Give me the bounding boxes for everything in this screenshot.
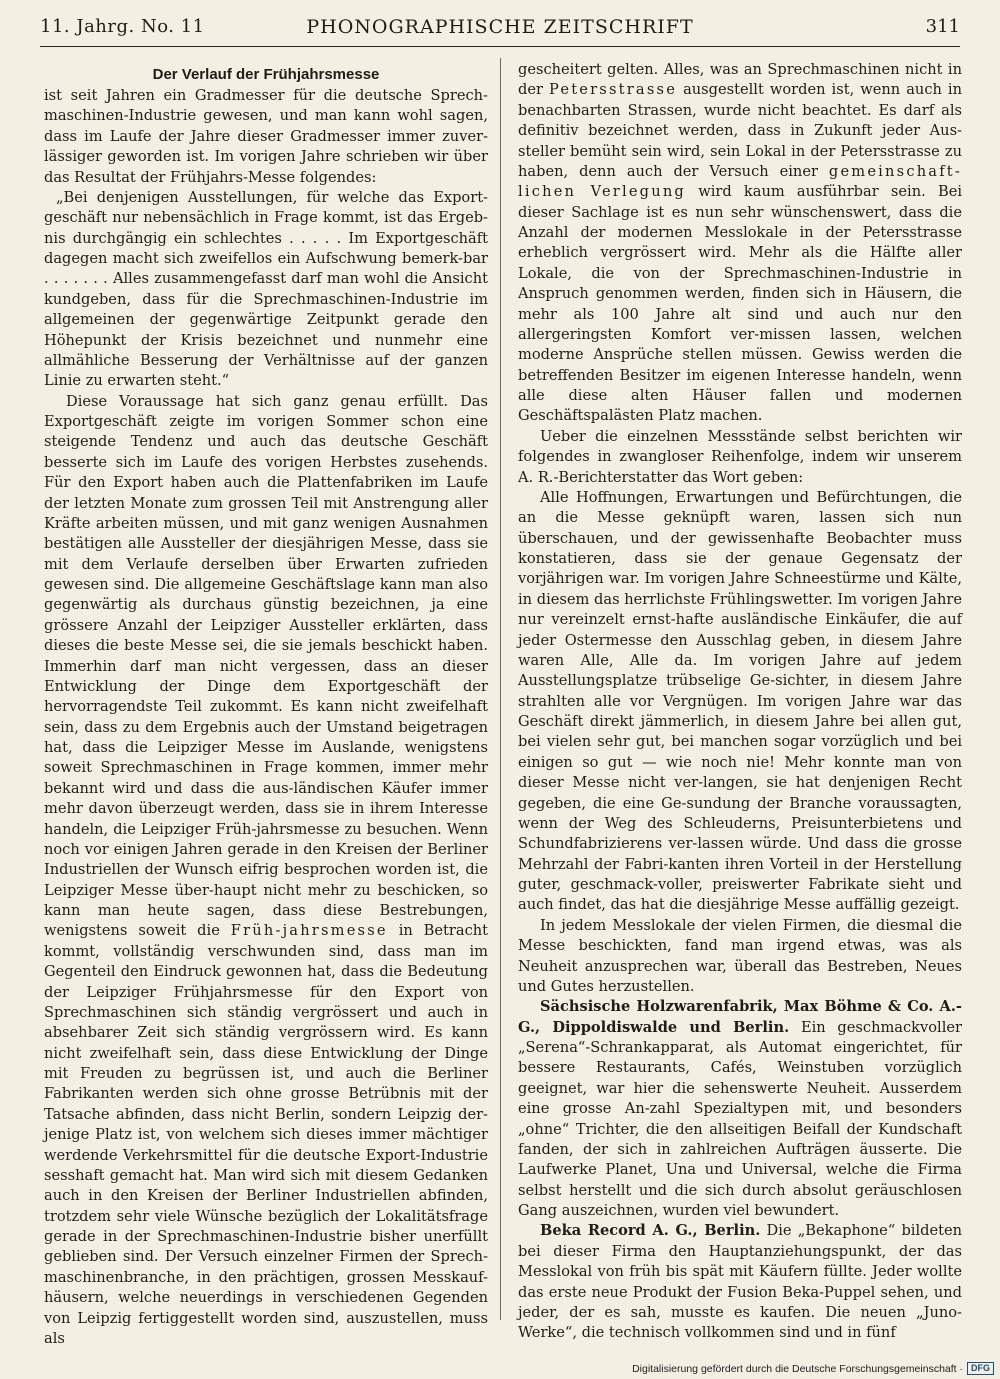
paragraph [44, 392, 488, 1350]
volume-number: 11. Jahrg. No. 11 [40, 16, 205, 37]
paragraph: ist seit Jahren ein Gradmesser für die deutsche Sprech-maschinen-Industrie gewesen, und man kann wohl sagen, dass im Laufe der Jahre dieser Gradmesser immer zuver-lässiger geworden ist. Im vorigen Jahre schrieben wir über das Resultat der Frühjahrs-Messe folgendes: [44, 87, 488, 186]
digitization-credit [632, 1362, 994, 1375]
paragraph: Alle Hoffnungen, Erwartungen und Befürchtungen, die an die Messe geknüpft waren, lassen sich nun überschauen, und der gewissenhafte Beobachter muss konstatieren, dass sie der genaue Gegensatz der vorjährigen war. Im vorigen Jahre Schneestürme und Kälte, in diesem das herrlichste Frühlingswetter. Im vorigen Jahre nur vereinzelt ernst-hafte ausländische Einkäufer, die auf jeder Ostermesse den Ausschlag geben, in diesem Jahre waren Alle, Alle da. Im vorigen Jahre auf jedem Ausstellungsplatze trübselige Ge-sichter, in diesem Jahre strahlten alle vor Vergnügen. Im vorigen Jahre war das Geschäft direkt jämmerlich, in diesem Jahre bei allen gut, bei vielen sehr gut, bei manchen sogar vorzüglich und bei einigen so gut — wie noch nie! Mehr konnte man von dieser Messe nicht ver-langen, sie hat denjenigen Recht gegeben, die eine Ge-sundung der Branche voraussagten, wenn der Weg des Schleuderns, Preisunterbietens und Schundfabrizierens ver-lassen würde. Und dass die grosse Mehrzahl der Fabri-kanten ihren Vorteil in der Herstellung guter, geschmack-voller, preiswerter Fabrikate sieht und auch findet, das hat die diesjährige Messe auffällig gezeigt. [518, 488, 962, 914]
paragraph-text: Die „Bekaphone“ bildeten bei dieser Firma den Hauptanziehungspunkt, der das Messlokal von früh bis spät mit Käufern füllte. Jeder wollte das erste neue Produkt der Fusion Beka-Puppel sehen, und jeder, der es sah, musste es kaufen. Die neuen „Juno-Werke“, die technisch vollkommen sind und in fünf [518, 1222, 962, 1342]
emphasis-text: Petersstrasse [549, 81, 678, 99]
credit-text: Digitalisierung gefördert durch die Deutsche Forschungsgemeinschaft · [632, 1362, 963, 1375]
left-column [44, 60, 488, 1349]
journal-title: PHONOGRAPHISCHE ZEITSCHRIFT [306, 16, 694, 38]
paragraph-text: Diese Voraussage hat sich ganz genau erfüllt. Das Exportgeschäft zeigte im vorigen Sommer schon eine steigende Tendenz und auch das deutsche Geschäft besserte sich im Laufe des vorigen Herbstes zusehends. Für den Export haben auch die Plattenfabriken im Laufe der letzten Monate zum grossen Teil mit Anstrengung aller Kräfte arbeiten müssen, und mit ganz wenigen Ausnahmen bestätigen alle Aussteller der diesjährigen Messe, dass sie mit dem Verlaufe derselben über Erwarten zufrieden gewesen sind. Die allgemeine Geschäftslage kann man also gegenwärtig als durchaus günstig bezeichnen, ja eine grössere Anzahl der Leipziger Aussteller erklärten, dass dieses die beste Messe sei, die sie jemals beschickt haben. Immerhin darf man nicht vergessen, dass an dieser Entwicklung der Dinge dem Exportgeschäft der hervorragendste Teil zukommt. Es kann nicht zweifelhaft sein, dass zu dem Ergebnis auch der Umstand beigetragen hat, dass die Leipziger Messe im Auslande, wenigstens soweit Sprechmaschinen in Frage kommen, immer mehr bekannt wird und dass die aus-ländischen Käufer immer mehr davon überzeugt werden, dass sie in ihrem Interesse handeln, die Leipziger Früh-jahrsmesse zu besuchen. Wenn noch vor einigen Jahren gerade in den Kreisen der Berliner Industriellen der Wunsch eifrig besprochen worden ist, die Leipziger Messe über-haupt nicht mehr zu beschicken, so kann man heute sagen, dass diese Bestrebungen, wenigstens soweit die [44, 392, 488, 940]
paragraph: In jedem Messlokale der vielen Firmen, die diesmal die Messe beschickten, fand man irgend etwas, was als Neuheit anzusprechen war, überall das Bestreben, Neues und Gutes herzustellen. [518, 916, 962, 995]
firm-name: Sächsische Holzwarenfabrik, Max Böhme & Co. A.-G., Dippoldiswalde und Berlin. [518, 998, 962, 1036]
column-divider [500, 58, 501, 1320]
paragraph-text: gescheitert gelten. Alles, was an Sprechmaschinen nicht in der [518, 61, 962, 99]
paragraph-text: Ein geschmackvoller „Serena“-Schrankapparat, als Automat eingerichtet, für bessere Restaurants, Cafés, Weinstuben vorzüglich geeignet, war hier die sehenswerte Neuheit. Ausserdem eine grosse An-zahl Spezialtypen mit, und besonders „ohne“ Trichter, die den allseitigen Beifall der Kundschaft fanden, der sich in zahlreichen Aufträgen äusserte. Die Laufwerke Planet, Una und Universal, welche die Firma selbst herstellt und die sich durch absolut geräuschlosen Gang auszeichnen, wurden viel bewundert. [518, 1018, 963, 1219]
paragraph [518, 997, 962, 1221]
paragraph-text: ausgestellt worden ist, wenn auch in benachbarten Strassen, wurde nicht beachtet. Es darf als definitiv bezeichnet werden, dass in Zukunft jeder Aus-steller bemüht sein wird, sein Lokal in der Petersstrasse zu haben, denn auch der Versuch einer [518, 81, 962, 180]
page-number: 311 [925, 16, 960, 37]
firm-name: Beka Record A. G., Berlin. [540, 1222, 761, 1240]
article-title: Der Verlauf der Frühjahrsmesse [152, 66, 380, 83]
paragraph-text: wird kaum ausführbar sein. Bei dieser Sachlage ist es nun sehr wünschenswert, dass die Anzahl der modernen Messlokale in der Petersstrasse erheblich vergrössert wird. Mehr als die Hälfte aller Lokale, die von der Sprechmaschinen-Industrie in Anspruch genommen werden, finden sich in Häusern, die mehr als 100 Jahre alt sind und auch nur den allergeringsten Komfort ver-missen lassen, welchen moderne Ansprüche stellen müssen. Gewiss werden die betreffenden Besitzer im eigenen Interesse handeln, wenn alle diese alten Häuser fallen und modernen Geschäftspalästen Platz machen. [518, 183, 962, 425]
paragraph [518, 60, 962, 427]
right-column [518, 60, 962, 1344]
paragraph-text: in Betracht kommt, vollständig verschwunden sind, dass man im Gegenteil den Eindruck gewonnen hat, dass die Bedeutung der Leipziger Frühjahrsmesse für den Export von Sprechmaschinen sich ständig vergrössert und auch in absehbarer Zeit sich ständig vergrössern wird. Es kann nicht zweifelhaft sein, dass diese Entwicklung der Dinge mit Freuden zu begrüssen ist, und auch die Berliner Fabrikanten werden sich ohne grosse Betrübnis mit der Tatsache abfinden, dass nicht Berlin, sondern Leipzig der-jenige Platz ist, von welchem sich dieses immer mächtiger werdende Verkehrsmittel für die deutsche Export-Industrie sesshaft gemacht hat. Man wird sich mit diesem Gedanken auch in den Kreisen der Berliner Industriellen abfinden, trotzdem sehr viele Wünsche bezüglich der Lokalitätsfrage gerade in der Sprechmaschinen-Industrie bisher unerfüllt geblieben sind. Der Versuch einzelner Firmen der Sprech-maschinenbranche, in den prächtigen, grossen Messkauf-häusern, welche neuerdings in verschiedenen Gegenden von Leipzig fertiggestellt worden sind, auszustellen, muss als [44, 922, 489, 1347]
emphasis-text: Früh-jahrsmesse [230, 922, 388, 940]
dfg-logo: DFG [967, 1362, 994, 1375]
paragraph: Ueber die einzelnen Messstände selbst berichten wir folgendes in zwangloser Reihenfolge, indem wir unserem A. R.-Berichterstatter das Wort geben: [518, 427, 962, 486]
quotation: „Bei denjenigen Ausstellungen, für welche das Export-geschäft nur nebensächlich in Frage kommt, ist das Ergeb-nis durchgängig ein schlechtes . . . . . Im Exportgeschäft dagegen macht sich zweifellos ein Aufschwung bemerk-bar . . . . . . . Alles zusammengefasst darf man wohl die Ansicht kundgeben, dass für die Sprechmaschinen-Industrie im allgemeinen der gegenwärtige Zeitpunkt gerade den Höhepunkt der Krisis bezeichnet und nunmehr eine allmähliche Besserung der Verhältnisse auf der ganzen Linie zu erwarten steht.“ [44, 188, 488, 390]
paragraph [518, 1221, 962, 1343]
emphasis-text: gemeinschaft-lichen Verlegung [518, 162, 962, 201]
page-header [40, 14, 960, 47]
